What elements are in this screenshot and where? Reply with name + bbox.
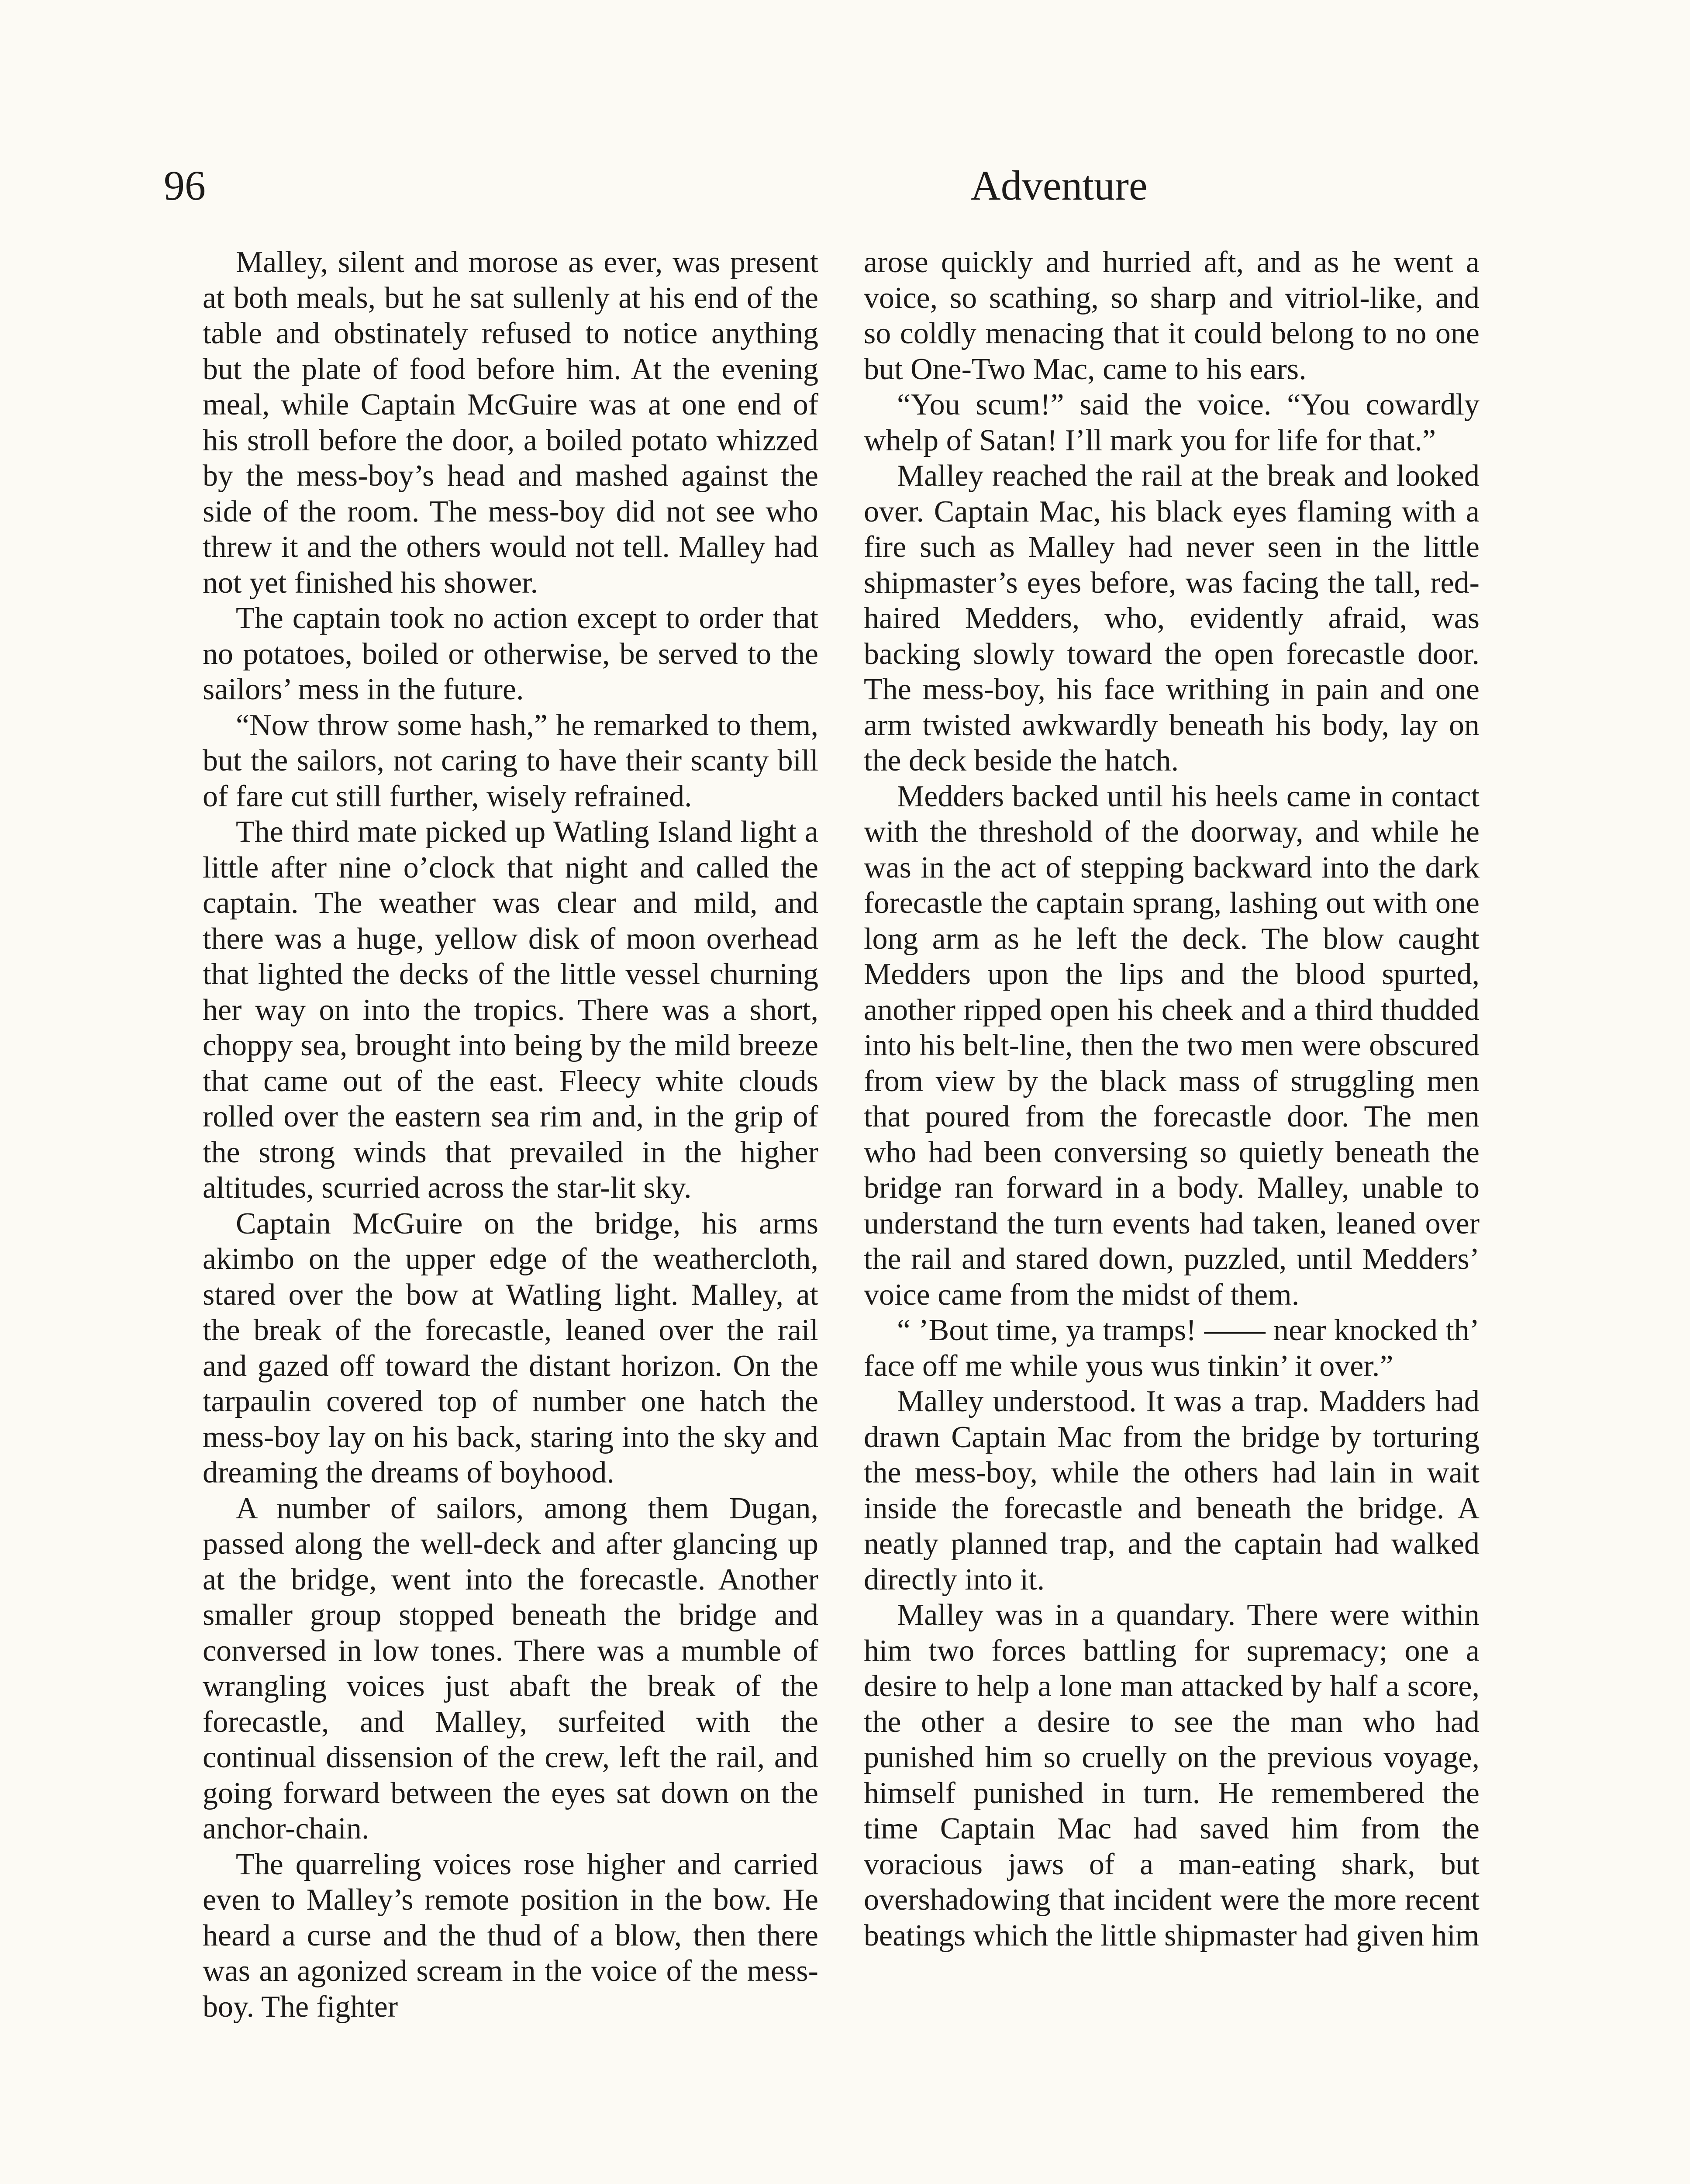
- paragraph: A number of sailors, among them Dugan, passed along the well-deck and after glancing up at the bridge, went into the forecastle. Another smaller group stopped beneath the bridge and conversed in low tones. There was a mumble of wrangling voices just abaft the break of the forecastle, and Malley, surfeited with the continual dissension of the crew, left the rail, and going forward between the eyes sat down on the anchor-chain.: [203, 1491, 818, 1845]
- paragraph: “Now throw some hash,” he remarked to them, but the sailors, not caring to have their scanty bill of fare cut still further, wisely refrained.: [203, 708, 818, 813]
- running-title: Adventure: [970, 162, 1148, 209]
- page-header: [164, 153, 1526, 218]
- paragraph: Malley understood. It was a trap. Madders had drawn Captain Mac from the bridge by torturing the mess-boy, while the others had lain in wait inside the forecastle and beneath the bridge. A neatly planned trap, and the captain had walked directly into it.: [864, 1385, 1480, 1597]
- paragraph: “ ’Bout time, ya tramps! —— near knocked th’ face off me while yous wus tinkin’ it over.”: [864, 1313, 1480, 1383]
- text-column-left: [203, 245, 818, 2184]
- paragraph: Malley was in a quandary. There were within him two forces battling for supremacy; one a desire to help a lone man attacked by half a score, the other a desire to see the man who had punished him so cruelly on the previous voyage, himself punished in turn. He remembered the time Captain Mac had saved him from the voracious jaws of a man-eating shark, but overshadowing that incident were the more recent beatings which the little shipmaster had given him: [864, 1598, 1480, 1952]
- paragraph: Malley reached the rail at the break and looked over. Captain Mac, his black eyes flaming with a fire such as Malley had never seen in the little shipmaster’s eyes before, was facing the tall, red-haired Medders, who, evidently afraid, was backing slowly toward the open forecastle door. The mess-boy, his face writhing in pain and one arm twisted awkwardly beneath his body, lay on the deck beside the hatch.: [864, 459, 1480, 778]
- text-column-right: [864, 245, 1480, 2184]
- paragraph: The third mate picked up Watling Island light a little after nine o’clock that night and called the captain. The weather was clear and mild, and there was a huge, yellow disk of moon overhead that lighted the decks of the little vessel churning her way on into the tropics. There was a short, choppy sea, brought into being by the mild breeze that came out of the east. Fleecy white clouds rolled over the eastern sea rim and, in the grip of the strong winds that prevailed in the higher altitudes, scurried across the star-lit sky.: [203, 815, 818, 1205]
- paragraph: Medders backed until his heels came in contact with the threshold of the doorway, and while he was in the act of stepping backward into the dark forecastle the captain sprang, lashing out with one long arm as he left the deck. The blow caught Medders upon the lips and the blood spurted, another ripped open his cheek and a third thudded into his belt-line, then the two men were obscured from view by the black mass of struggling men that poured from the forecastle door. The men who had been conversing so quietly beneath the bridge ran forward in a body. Malley, unable to understand the turn events had taken, leaned over the rail and stared down, puzzled, until Medders’ voice came from the midst of them.: [864, 779, 1480, 1312]
- page-number: 96: [164, 162, 206, 209]
- paragraph: Captain McGuire on the bridge, his arms akimbo on the upper edge of the weathercloth, stared over the bow at Watling light. Malley, at the break of the forecastle, leaned over the rail and gazed off toward the distant horizon. On the tarpaulin covered top of number one hatch the mess-boy lay on his back, staring into the sky and dreaming the dreams of boyhood.: [203, 1206, 818, 1489]
- paragraph-continuation: arose quickly and hurried aft, and as he went a voice, so scathing, so sharp and vitriol-like, and so coldly menacing that it could belong to no one but One-Two Mac, came to his ears.: [864, 245, 1480, 386]
- paragraph: The quarreling voices rose higher and carried even to Malley’s remote position in the bow. He heard a curse and the thud of a blow, then there was an agonized scream in the voice of the mess-boy. The fighter: [203, 1847, 818, 2024]
- paragraph: “You scum!” said the voice. “You cowardly whelp of Satan! I’ll mark you for life for that.”: [864, 388, 1480, 457]
- paragraph: Malley, silent and morose as ever, was present at both meals, but he sat sullenly at his end of the table and obstinately refused to notice anything but the plate of food before him. At the evening meal, while Captain McGuire was at one end of his stroll before the door, a boiled potato whizzed by the mess-boy’s head and mashed against the side of the room. The mess-boy did not see who threw it and the others would not tell. Malley had not yet finished his shower.: [203, 245, 818, 600]
- paragraph: The captain took no action except to order that no potatoes, boiled or otherwise, be served to the sailors’ mess in the future.: [203, 601, 818, 706]
